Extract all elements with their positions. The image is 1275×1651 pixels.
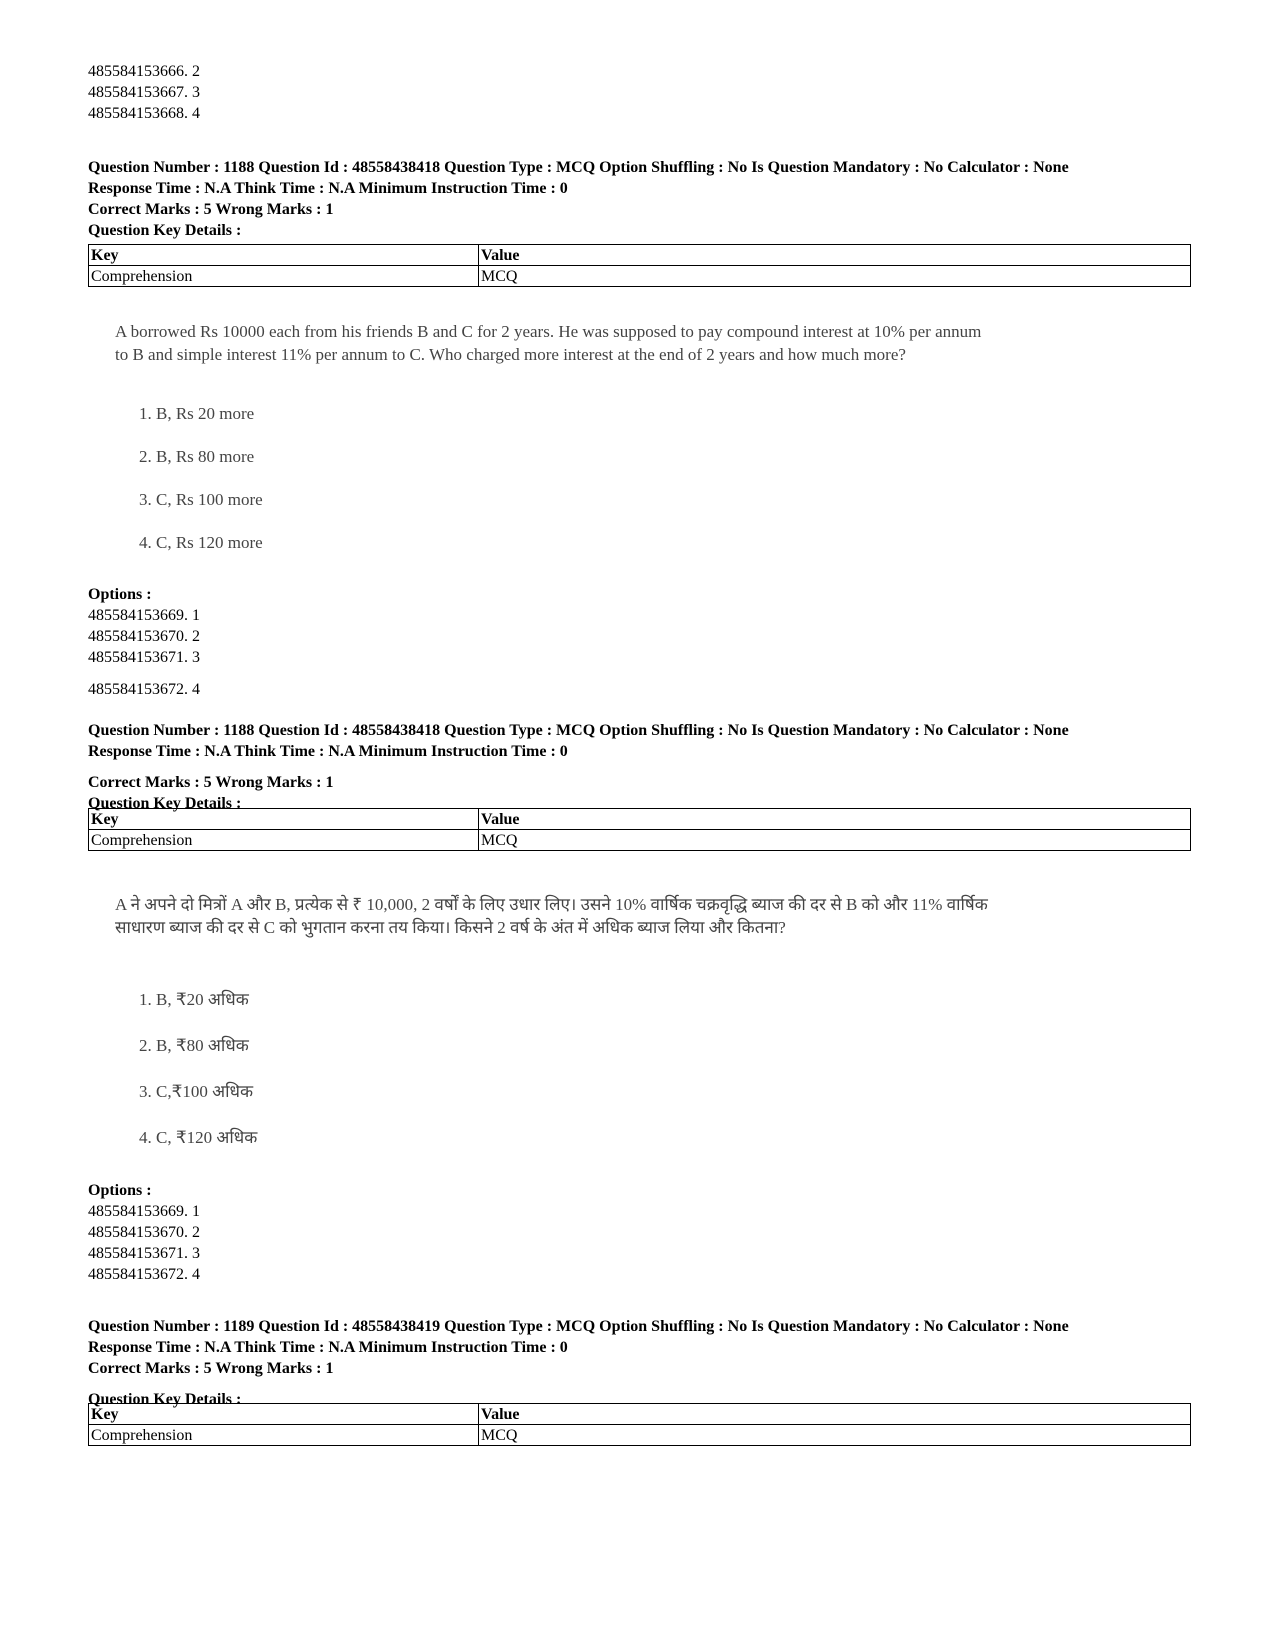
option-line: 485584153670. 2 <box>88 1224 200 1241</box>
value-header: Value <box>479 1404 1191 1425</box>
key-details-table <box>88 244 1191 287</box>
choice: 4. C, ₹120 अधिक <box>139 1128 258 1147</box>
choice: 2. B, ₹80 अधिक <box>139 1036 249 1055</box>
question-image <box>115 320 995 552</box>
option-line: 485584153671. 3 <box>88 1245 200 1262</box>
value-cell: MCQ <box>479 1425 1191 1446</box>
key-details-label: Question Key Details : <box>88 222 242 239</box>
key-details-label: Question Key Details : <box>88 795 242 812</box>
question-header: Question Number : 1188 Question Id : 48558438418 Question Type : MCQ Option Shuffling : No Is Question Mandatory : No Calculator : None <box>88 722 1069 739</box>
question-marks: Correct Marks : 5 Wrong Marks : 1 <box>88 774 334 791</box>
options-label: Options : <box>88 586 152 603</box>
option-line: 485584153669. 1 <box>88 607 200 624</box>
key-header: Key <box>89 809 479 830</box>
key-cell: Comprehension <box>89 1425 479 1446</box>
option-line: 485584153666. 2 <box>88 63 200 80</box>
question-header: Question Number : 1188 Question Id : 48558438418 Question Type : MCQ Option Shuffling : No Is Question Mandatory : No Calculator : None <box>88 159 1069 176</box>
question-timing: Response Time : N.A Think Time : N.A Minimum Instruction Time : 0 <box>88 180 568 197</box>
key-cell: Comprehension <box>89 830 479 851</box>
option-line: 485584153671. 3 <box>88 649 200 666</box>
option-line: 485584153672. 4 <box>88 681 200 698</box>
key-details-table <box>88 808 1191 851</box>
choice: 4. C, Rs 120 more <box>139 533 263 552</box>
key-header: Key <box>89 1404 479 1425</box>
key-details-label: Question Key Details : <box>88 1391 242 1408</box>
choice: 2. B, Rs 80 more <box>139 447 255 466</box>
choice: 3. C,₹100 अधिक <box>139 1082 254 1101</box>
choice: 1. B, ₹20 अधिक <box>139 990 249 1009</box>
choice: 3. C, Rs 100 more <box>139 490 263 509</box>
option-line: 485584153669. 1 <box>88 1203 200 1220</box>
value-cell: MCQ <box>479 830 1191 851</box>
options-label: Options : <box>88 1182 152 1199</box>
option-line: 485584153670. 2 <box>88 628 200 645</box>
question-marks: Correct Marks : 5 Wrong Marks : 1 <box>88 1360 334 1377</box>
option-line: 485584153668. 4 <box>88 105 200 122</box>
question-timing: Response Time : N.A Think Time : N.A Minimum Instruction Time : 0 <box>88 743 568 760</box>
key-cell: Comprehension <box>89 266 479 287</box>
question-timing: Response Time : N.A Think Time : N.A Minimum Instruction Time : 0 <box>88 1339 568 1356</box>
key-header: Key <box>89 245 479 266</box>
question-stem: A ने अपने दो मित्रों A और B, प्रत्येक से ₹ 10,000, 2 वर्षों के लिए उधार लिए। उसने 10% वार्षिक चक्रवृद्धि ब्याज की दर से B को और 11% वार्षिक साधारण ब्याज की दर से C को भुगतान करना तय किया। किसने 2 वर्ष के अंत में अधिक ब्याज लिया और कितना? <box>115 895 988 937</box>
value-header: Value <box>479 809 1191 830</box>
value-cell: MCQ <box>479 266 1191 287</box>
question-image <box>115 893 995 1147</box>
key-details-table <box>88 1403 1191 1446</box>
value-header: Value <box>479 245 1191 266</box>
choice: 1. B, Rs 20 more <box>139 404 255 423</box>
question-header: Question Number : 1189 Question Id : 48558438419 Question Type : MCQ Option Shuffling : No Is Question Mandatory : No Calculator : None <box>88 1318 1069 1335</box>
option-line: 485584153667. 3 <box>88 84 200 101</box>
question-marks: Correct Marks : 5 Wrong Marks : 1 <box>88 201 334 218</box>
option-line: 485584153672. 4 <box>88 1266 200 1283</box>
question-stem: A borrowed Rs 10000 each from his friends B and C for 2 years. He was supposed to pay compound interest at 10% per annum to B and simple interest 11% per annum to C. Who charged more interest at the end of 2 years and how much more? <box>115 322 982 364</box>
